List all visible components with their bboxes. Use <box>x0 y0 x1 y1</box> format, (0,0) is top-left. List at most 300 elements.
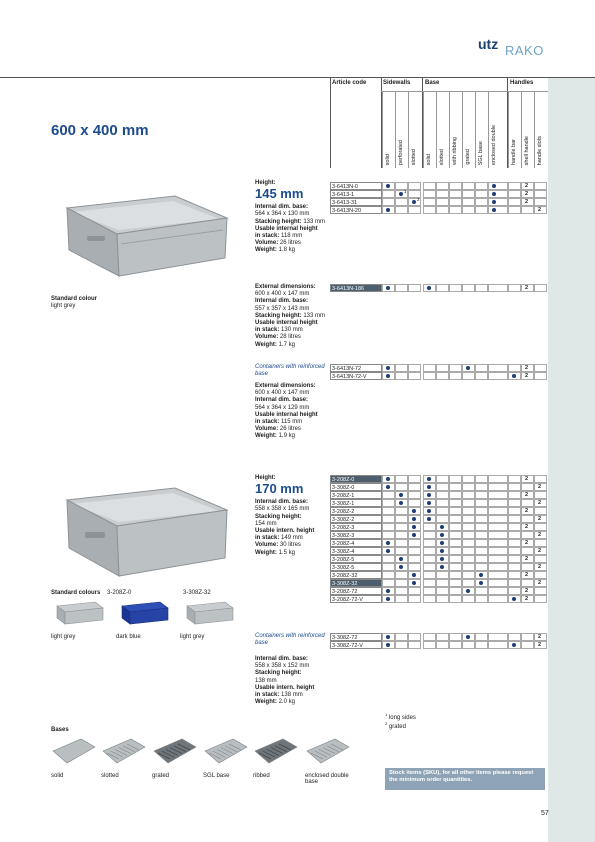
table-row <box>330 206 548 214</box>
table-cell <box>395 483 408 491</box>
table-cell <box>436 483 449 491</box>
table-row <box>330 483 548 491</box>
table-cell <box>436 587 449 595</box>
table-cell <box>462 491 475 499</box>
table-cell <box>475 499 488 507</box>
table-cell <box>534 555 547 563</box>
table-cell <box>408 284 421 292</box>
table-cell <box>423 198 436 206</box>
column-header-label: solid <box>385 153 391 165</box>
availability-dot <box>440 549 444 553</box>
table-cell <box>534 523 547 531</box>
table-cell <box>449 483 462 491</box>
table-cell <box>488 284 508 292</box>
std-colours-code1: 3-208Z-0 <box>107 590 132 596</box>
header-base: Base <box>425 80 440 86</box>
table-cell <box>449 555 462 563</box>
section1-ext-spec <box>255 284 325 349</box>
footnote-2: $^2$ grated <box>385 721 406 730</box>
table-cell <box>508 547 521 555</box>
table-cell <box>534 595 547 603</box>
spec-line: Weight: 1.9 kg <box>255 433 295 440</box>
table-row <box>330 579 548 587</box>
availability-dot <box>412 200 416 204</box>
table-cell <box>508 563 521 571</box>
spec-line: Weight: 1.5 kg <box>255 549 295 556</box>
table-cell <box>488 531 508 539</box>
table-cell <box>488 641 508 649</box>
table-cell <box>488 539 508 547</box>
article-code: 3-208Z-3 <box>330 523 382 531</box>
table-cell <box>508 523 521 531</box>
table-row <box>330 499 548 507</box>
table-cell <box>488 182 508 190</box>
table-cell <box>423 539 436 547</box>
table-cell <box>408 499 421 507</box>
table-cell <box>449 633 462 641</box>
spec-line: Volume: 30 litres <box>255 542 301 549</box>
table-cell <box>382 499 395 507</box>
table-cell <box>488 515 508 523</box>
availability-dot <box>386 541 390 545</box>
article-code: 3-6413N-72-V <box>330 372 382 380</box>
table-row <box>330 539 548 547</box>
section1-reinforced-label: Containers with reinforced base <box>255 364 325 378</box>
table-row <box>330 563 548 571</box>
table-cell <box>436 571 449 579</box>
table-cell <box>423 206 436 214</box>
table-cell <box>508 587 521 595</box>
table-cell <box>508 507 521 515</box>
table-cell <box>449 531 462 539</box>
spec-line: in stack: 149 mm <box>255 535 303 542</box>
spec-line: 564 x 364 x 129 mm <box>255 404 310 411</box>
table-cell <box>423 531 436 539</box>
base-label-sgl: SGL base <box>203 773 230 779</box>
table-cell <box>508 284 521 292</box>
availability-dot <box>440 557 444 561</box>
page-number: 57 <box>541 810 549 817</box>
table-cell <box>521 206 534 214</box>
table-cell <box>475 198 488 206</box>
column-header-0 <box>382 92 395 168</box>
spec-line: Stacking height: <box>255 670 302 677</box>
table-cell <box>449 641 462 649</box>
table-cell <box>462 571 475 579</box>
handle-count: 2 <box>538 516 542 522</box>
availability-dot <box>466 635 470 639</box>
base-solid-image <box>51 737 97 765</box>
table-cell <box>488 571 508 579</box>
table-cell <box>449 571 462 579</box>
column-header-11 <box>534 92 547 168</box>
column-header-3 <box>423 92 436 168</box>
column-header-8 <box>488 92 501 168</box>
table-cell <box>475 475 488 483</box>
table-cell <box>488 547 508 555</box>
table-cell <box>408 483 421 491</box>
table-cell <box>475 491 488 499</box>
table-cell <box>462 595 475 603</box>
table-cell <box>534 587 547 595</box>
table-cell <box>508 531 521 539</box>
article-code: 3-208Z-4 <box>330 539 382 547</box>
table-row <box>330 515 548 523</box>
table-cell <box>449 579 462 587</box>
table-cell <box>423 641 436 649</box>
article-code: 3-208Z-72 <box>330 587 382 595</box>
handle-count: 2 <box>525 492 529 498</box>
availability-dot <box>466 366 470 370</box>
table-cell <box>521 563 534 571</box>
section1-spec <box>255 180 325 255</box>
table-cell <box>449 190 462 198</box>
article-code: 3-308Z-72-V <box>330 641 382 649</box>
table-cell <box>436 491 449 499</box>
table-cell <box>462 182 475 190</box>
table-cell <box>508 206 521 214</box>
table-cell <box>462 190 475 198</box>
availability-dot <box>427 517 431 521</box>
availability-dot <box>386 597 390 601</box>
table-cell <box>436 284 449 292</box>
base-double-image <box>305 737 351 765</box>
availability-dot <box>492 200 496 204</box>
availability-dot <box>399 501 403 505</box>
table-cell <box>449 372 462 380</box>
swatch-light-grey-2 <box>185 600 235 626</box>
table-cell <box>408 555 421 563</box>
table-cell <box>395 364 408 372</box>
table-cell <box>534 475 547 483</box>
spec-line: 600 x 400 x 147 mm <box>255 291 310 298</box>
footnote-marker: 1 <box>404 189 407 194</box>
column-header-label: slotted <box>411 148 417 165</box>
base-slotted-image <box>101 737 147 765</box>
handle-count: 2 <box>538 532 542 538</box>
handle-count: 2 <box>525 373 529 379</box>
section2-reinforced-label: Containers with reinforced base <box>255 633 325 647</box>
availability-dot <box>512 643 516 647</box>
handle-count: 2 <box>538 207 542 213</box>
table-cell <box>449 198 462 206</box>
table-cell <box>534 372 547 380</box>
article-code: 3-308Z-1 <box>330 499 382 507</box>
height-value: 145 mm <box>255 186 304 202</box>
handle-count: 2 <box>525 183 529 189</box>
table-cell <box>462 547 475 555</box>
table-cell <box>382 531 395 539</box>
availability-dot <box>386 477 390 481</box>
availability-dot <box>440 541 444 545</box>
table-cell <box>462 555 475 563</box>
handle-count: 2 <box>525 285 529 291</box>
table-cell <box>395 475 408 483</box>
availability-dot <box>512 597 516 601</box>
availability-dot <box>386 549 390 553</box>
availability-dot <box>412 525 416 529</box>
table-cell <box>395 507 408 515</box>
table-cell <box>423 595 436 603</box>
table-cell <box>462 475 475 483</box>
table-cell <box>462 483 475 491</box>
handle-count: 2 <box>525 596 529 602</box>
table-cell <box>423 190 436 198</box>
base-ribbed-image <box>253 737 299 765</box>
table-cell <box>488 523 508 531</box>
spec-line: Volume: 26 litres <box>255 426 301 433</box>
table-cell <box>395 579 408 587</box>
table-cell <box>508 190 521 198</box>
table-cell <box>475 284 488 292</box>
table-cell <box>462 206 475 214</box>
height-label: Height: <box>255 180 276 186</box>
table-cell <box>423 182 436 190</box>
availability-dot <box>386 635 390 639</box>
table-cell <box>449 515 462 523</box>
availability-dot <box>386 589 390 593</box>
handle-count: 2 <box>525 524 529 530</box>
table-cell <box>423 587 436 595</box>
table-cell <box>408 563 421 571</box>
handle-count: 2 <box>525 199 529 205</box>
table-cell <box>395 515 408 523</box>
table-cell <box>475 483 488 491</box>
table-cell <box>423 547 436 555</box>
std-colours-label: Standard colours <box>51 590 101 596</box>
table-cell <box>449 563 462 571</box>
spec-line: Usable internal height <box>255 225 318 232</box>
table-cell <box>462 579 475 587</box>
table-row <box>330 190 548 198</box>
handle-count: 2 <box>525 588 529 594</box>
table-cell <box>395 547 408 555</box>
table-cell <box>382 515 395 523</box>
availability-dot <box>386 184 390 188</box>
availability-dot <box>412 533 416 537</box>
table-cell <box>395 633 408 641</box>
table-cell <box>449 595 462 603</box>
table-cell <box>534 491 547 499</box>
handle-count: 2 <box>538 634 542 640</box>
table-cell <box>488 198 508 206</box>
table-cell <box>408 206 421 214</box>
table-cell <box>521 499 534 507</box>
table-cell <box>436 595 449 603</box>
article-code: 3-308Z-0 <box>330 483 382 491</box>
table-cell <box>488 483 508 491</box>
base-label-solid: solid <box>51 773 64 779</box>
table-cell <box>488 475 508 483</box>
table-cell <box>521 515 534 523</box>
column-header-label: solid <box>426 153 432 165</box>
table-row <box>330 364 548 372</box>
table-cell <box>534 198 547 206</box>
article-code: 3-6413N-0 <box>330 182 382 190</box>
table-row <box>330 531 548 539</box>
spec-line: Weight: 1.7 kg <box>255 341 295 348</box>
spec-line: External dimensions: <box>255 284 316 290</box>
table-cell <box>508 571 521 579</box>
table-cell <box>423 571 436 579</box>
handle-count: 2 <box>525 540 529 546</box>
table-cell <box>382 190 395 198</box>
table-cell <box>408 547 421 555</box>
swatch-label-1: light grey <box>51 634 76 640</box>
table-cell <box>488 563 508 571</box>
table-cell <box>436 515 449 523</box>
spec-line: Stacking height: 133 mm <box>255 312 326 319</box>
availability-dot <box>466 589 470 593</box>
table-cell <box>436 190 449 198</box>
availability-dot <box>399 493 403 497</box>
table-cell <box>395 372 408 380</box>
base-label-grated: grated <box>152 773 170 779</box>
table-cell <box>475 539 488 547</box>
brand-logo-utz: utz <box>478 36 499 52</box>
availability-dot <box>412 509 416 513</box>
table-cell <box>436 641 449 649</box>
availability-dot <box>412 573 416 577</box>
spec-line: External dimensions: <box>255 383 316 389</box>
article-code: 3-308Z-32 <box>330 579 382 587</box>
table-row <box>330 587 548 595</box>
table-cell <box>395 539 408 547</box>
column-header-9 <box>508 92 521 168</box>
crate-170-image <box>55 482 235 582</box>
table-cell <box>382 507 395 515</box>
handle-count: 2 <box>538 500 542 506</box>
table-cell <box>436 206 449 214</box>
availability-dot <box>399 557 403 561</box>
availability-dot <box>492 184 496 188</box>
section2-spec <box>255 475 314 557</box>
base-label-ribbed: ribbed <box>253 773 270 779</box>
article-code: 3-208Z-32 <box>330 571 382 579</box>
table-cell <box>462 523 475 531</box>
base-label-slotted: slotted <box>101 773 119 779</box>
table-cell <box>423 555 436 563</box>
table-cell <box>436 507 449 515</box>
table-cell <box>508 483 521 491</box>
table-cell <box>382 563 395 571</box>
table-cell <box>475 523 488 531</box>
table-cell <box>462 563 475 571</box>
spec-line: Stacking height: 133 mm <box>255 218 326 225</box>
table-cell <box>521 531 534 539</box>
table-cell <box>462 515 475 523</box>
table-cell <box>423 372 436 380</box>
brand-logo-rako: RAKO <box>505 43 544 58</box>
table-cell <box>436 475 449 483</box>
table-cell <box>395 284 408 292</box>
spec-line: Internal dim. base: <box>255 204 309 211</box>
table-cell <box>534 182 547 190</box>
table-cell <box>395 587 408 595</box>
table-row <box>330 507 548 515</box>
spec-line: 558 x 358 x 152 mm <box>255 663 310 670</box>
table-cell <box>449 547 462 555</box>
table-cell <box>488 499 508 507</box>
table-cell <box>475 507 488 515</box>
table-cell <box>475 641 488 649</box>
column-header-label: handle bar <box>511 139 517 165</box>
table-cell <box>488 555 508 563</box>
availability-dot <box>427 485 431 489</box>
spec-line: Internal dim. base: <box>255 397 309 404</box>
availability-dot <box>412 517 416 521</box>
table-cell <box>382 491 395 499</box>
availability-dot <box>412 581 416 585</box>
bases-title: Bases <box>51 727 69 733</box>
table-cell <box>408 364 421 372</box>
table-cell <box>449 475 462 483</box>
table-cell <box>408 182 421 190</box>
table-cell <box>488 190 508 198</box>
table-cell <box>508 633 521 641</box>
article-code: 3-208Z-1 <box>330 491 382 499</box>
table-row <box>330 372 548 380</box>
availability-dot <box>440 565 444 569</box>
table-cell <box>436 579 449 587</box>
table-cell <box>534 364 547 372</box>
header-handles: Handles <box>510 80 534 86</box>
table-cell <box>423 364 436 372</box>
std-colour-label: Standard colour <box>51 296 98 302</box>
spec-line: in stack: 138 mm <box>255 692 303 699</box>
table-cell <box>423 579 436 587</box>
availability-dot <box>427 477 431 481</box>
table-row <box>330 633 548 641</box>
table-cell <box>462 198 475 206</box>
spec-line: Usable internal height <box>255 320 318 327</box>
table-cell <box>462 507 475 515</box>
table-cell <box>436 198 449 206</box>
handle-count: 2 <box>538 580 542 586</box>
table-cell <box>395 206 408 214</box>
availability-dot <box>479 581 483 585</box>
handle-count: 2 <box>525 508 529 514</box>
column-header-1 <box>395 92 408 168</box>
side-band <box>548 77 595 842</box>
table-cell <box>508 364 521 372</box>
availability-dot <box>492 208 496 212</box>
table-cell <box>395 198 408 206</box>
article-code: 3-308Z-2 <box>330 515 382 523</box>
article-code: 3-208Z-5 <box>330 555 382 563</box>
table-row <box>330 491 548 499</box>
handle-count: 2 <box>538 484 542 490</box>
table-cell <box>488 206 508 214</box>
handle-count: 2 <box>525 556 529 562</box>
availability-dot <box>427 509 431 513</box>
availability-dot <box>440 525 444 529</box>
table-cell <box>475 206 488 214</box>
spec-line: 138 mm <box>255 677 277 684</box>
table-cell <box>475 555 488 563</box>
column-header-label: slotted <box>439 148 445 165</box>
spec-line: Weight: 2.0 kg <box>255 699 295 706</box>
table-row <box>330 475 548 483</box>
table-cell <box>382 198 395 206</box>
availability-dot <box>386 485 390 489</box>
table-cell <box>449 206 462 214</box>
availability-dot <box>427 286 431 290</box>
column-header-7 <box>475 92 488 168</box>
crate-145-image <box>55 188 235 283</box>
table-cell <box>449 182 462 190</box>
table-cell <box>436 499 449 507</box>
